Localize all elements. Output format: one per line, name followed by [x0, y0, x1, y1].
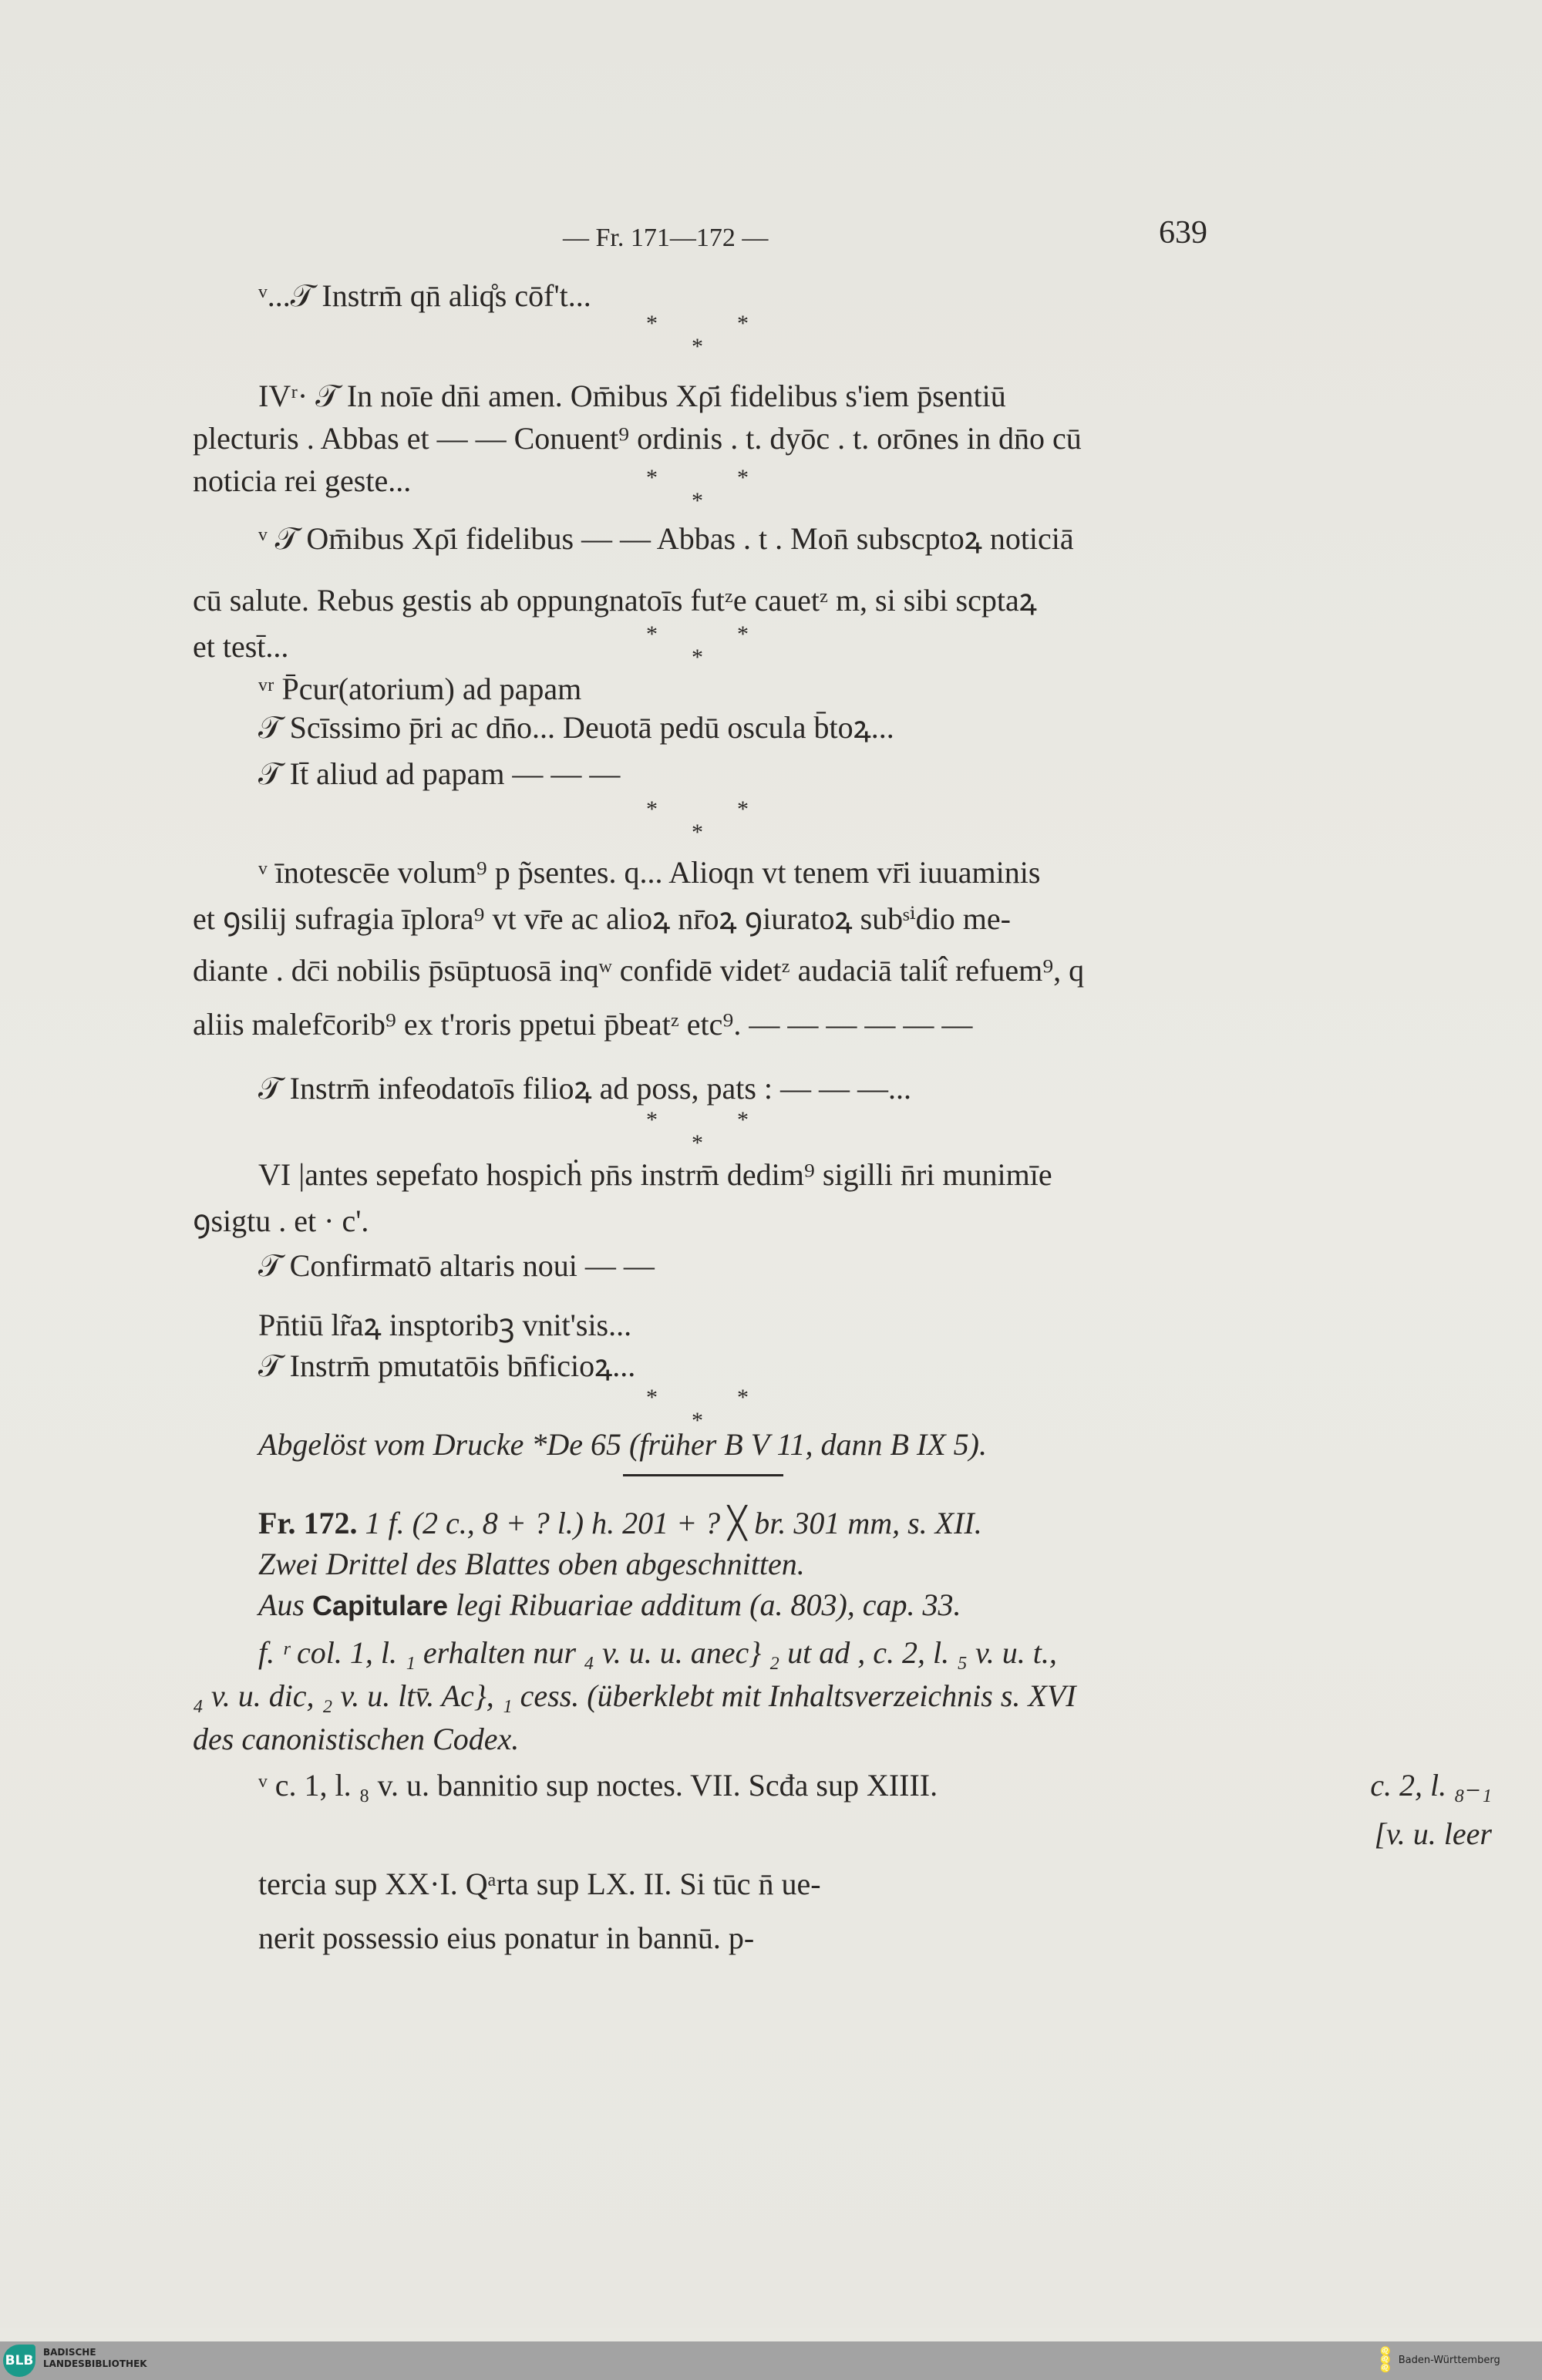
text-line: des canonistischen Codex.	[193, 1722, 520, 1756]
fragment-heading	[258, 1505, 982, 1542]
work-title: Capitulare	[312, 1590, 449, 1621]
running-title: — Fr. 171—172 —	[563, 224, 769, 252]
text-line: aliis malefc̄orib⁹ ex t'roris ppetui p̄beatᶻ etc⁹. — — — — — —	[193, 1007, 973, 1042]
blb-line1: BADISCHE	[43, 2347, 96, 2358]
blb-line2: LANDESBIBLIOTHEK	[43, 2358, 147, 2369]
asterism	[646, 311, 749, 366]
fragment-description: 1 f. (2 c., 8 + ? l.) h. 201 + ? ╳ br. 301 mm, s. XII.	[365, 1506, 982, 1540]
text-line: Pn̄tiū lr̃aꝝ insptoribꝫ vnit'sis...	[258, 1308, 632, 1342]
text-line: ᵛʳ P̄cur(atorium) ad papam	[258, 672, 582, 706]
text-line: noticia rei geste...	[193, 463, 412, 498]
section-divider	[623, 1474, 783, 1476]
three-lions-icon: ♌ ♌ ♌	[1380, 2347, 1391, 2373]
asterisk: *	[646, 621, 658, 647]
asterisk: *	[737, 1385, 749, 1410]
text-line: plecturis . Abbas et — — Conuent⁹ ordinis . t. dyōc . t. orōnes in dn̄o cū	[193, 421, 1082, 456]
text-line: 𝒯 Scīssimo p̄ri ac dn̄o... Deuotā pedū oscula b̄toꝝ...	[258, 710, 894, 745]
asterisk: *	[737, 1107, 749, 1133]
asterism	[646, 621, 749, 677]
asterisk: *	[692, 1130, 703, 1156]
text-line: ᵛ 𝒯 Om̄ibus Xρ̄i fidelibus — — Abbas . t . Mon̄ subscptoꝝ noticiā	[258, 521, 1074, 556]
asterisk: *	[646, 311, 658, 336]
asterisk: *	[737, 796, 749, 822]
asterisk: *	[737, 465, 749, 490]
text-line: VI |antes sepefato hospicḣ pn̄s instrm̄ dedim⁹ sigilli n̄ri munimīe	[258, 1157, 1052, 1192]
text-line: ꝯsigtu . et · c'.	[193, 1203, 369, 1238]
page-number: 639	[1159, 215, 1207, 251]
text-line: cū salute. Rebus gestis ab oppungnatoīs futᶻe cauetᶻ m, si sibi scptaꝝ	[193, 583, 1037, 618]
text-line: et ꝯsilij sufragia īplora⁹ vt vr̄e ac alioꝝ nr̄oꝝ ꝯiuratoꝝ subˢⁱdio me-	[193, 901, 1011, 936]
asterisk: *	[692, 820, 703, 845]
asterisk: *	[737, 621, 749, 647]
text-line: nerit possessio eius ponatur in bannū. p-	[258, 1920, 755, 1955]
asterisk: *	[646, 1107, 658, 1133]
text-row	[258, 1816, 1492, 1853]
asterism	[646, 465, 749, 520]
text-line: IVʳ· 𝒯 In noīe dn̄i amen. Om̄ibus Xρ̄i fidelibus s'iem p̄sentiū	[258, 379, 1006, 413]
text-line: ᵛ...𝒯 Instrm̄ qn̄ aliq̊s cōf't...	[258, 278, 591, 313]
baden-wuerttemberg-logo	[1380, 2348, 1500, 2373]
text-line: 𝒯 It̄ aliud ad papam — — —	[258, 756, 621, 791]
blb-logo-text	[43, 2347, 147, 2370]
text-line: ᵛ īnotescēe volum⁹ p p̃sentes. q... Alioqn vt tenem vr̄i iuuaminis	[258, 855, 1041, 890]
text-line	[258, 1587, 961, 1624]
asterisk: *	[692, 488, 703, 513]
blb-logo-badge: BLB	[3, 2345, 35, 2377]
asterism	[646, 1107, 749, 1163]
footer-bar	[0, 2341, 1542, 2380]
text-span: Aus	[258, 1587, 305, 1622]
text-line: 𝒯 Instrm̄ infeodatoīs filioꝝ ad poss, pats : — — —...	[258, 1071, 912, 1106]
asterisk: *	[692, 334, 703, 359]
text-line: diante . dc̄i nobilis p̄sūptuosā inqʷ confidē videtᶻ audaciā talit̂ refuem⁹, q	[193, 953, 1085, 988]
asterisk: *	[646, 796, 658, 822]
text-line: 𝒯 Confirmatō altaris noui — —	[258, 1248, 655, 1283]
text-span: legi Ribuariae additum (a. 803), cap. 33.	[456, 1587, 961, 1622]
asterism	[646, 796, 749, 852]
text-line: ₄ v. u. dic, ₂ v. u. ltv̄. Ac}, ₁ cess. (überklebt mit Inhaltsverzeichnis s. XVI	[193, 1678, 1076, 1713]
bw-logo-text: Baden-Württemberg	[1398, 2355, 1500, 2366]
asterisk: *	[646, 1385, 658, 1410]
text-line: et test̄...	[193, 629, 289, 664]
asterisk: *	[646, 465, 658, 490]
fragment-id: Fr. 172.	[258, 1506, 358, 1540]
text-row	[258, 1767, 1492, 1804]
text-line: 𝒯 Instrm̄ pmutatōis bn̄ficioꝝ...	[258, 1348, 636, 1383]
text-line: Zwei Drittel des Blattes oben abgeschnitten.	[258, 1547, 805, 1581]
asterisk: *	[692, 1408, 703, 1433]
provenance-note: Abgelöst vom Drucke *De 65 (früher B V 11, dann B IX 5).	[258, 1427, 987, 1462]
text-line: [v. u. leer	[1374, 1816, 1492, 1851]
text-line: c. 2, l. ₈₋₁	[1370, 1768, 1492, 1803]
asterisk: *	[692, 645, 703, 670]
text-line: tercia sup XX·I. Qᵃrta sup LX. II. Si tūc n̄ ue-	[258, 1867, 821, 1901]
text-line: ᵛ c. 1, l. ₈ v. u. bannitio sup noctes. VII. Scđa sup XIIII.	[258, 1768, 938, 1803]
text-line: f. ʳ col. 1, l. ₁ erhalten nur ₄ v. u. u. anec} ₂ ut ad , c. 2, l. ₅ v. u. t.,	[258, 1635, 1057, 1670]
asterisk: *	[737, 311, 749, 336]
